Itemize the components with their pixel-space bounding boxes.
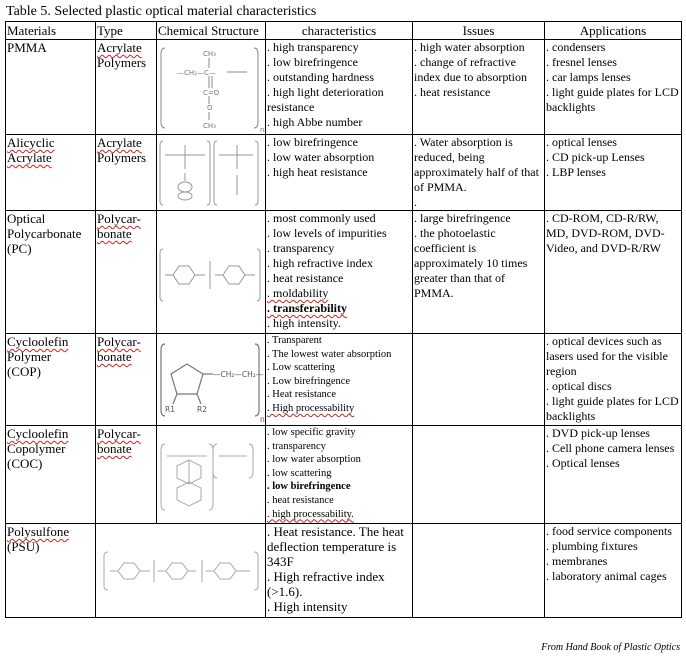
application-item: . optical devices such as lasers used for the visible region: [546, 334, 668, 378]
pmma-structure-icon: [157, 40, 266, 133]
issues-cell: [413, 426, 545, 524]
type-line: bonate: [97, 441, 132, 456]
application-item: . optical lenses: [546, 135, 617, 149]
characteristic-item: . The lowest water absorption: [267, 348, 392, 360]
issue-item: . large birefringence: [414, 211, 511, 225]
material-cell: [6, 135, 96, 211]
issues-cell: [413, 211, 545, 334]
header-characteristics: characteristics: [266, 22, 413, 40]
application-item: . CD pick-up Lenses: [546, 150, 645, 164]
characteristic-item: . high light deterioration resistance: [267, 85, 384, 114]
pmma-label: C=O: [203, 89, 220, 97]
material-name: (PSU): [7, 539, 40, 554]
psu-structure-icon: [96, 524, 266, 616]
material-name: Polymer: [7, 349, 52, 364]
characteristic-item: . Low birefringence: [267, 375, 351, 387]
type-line: bonate: [97, 349, 132, 364]
issues-cell: [413, 40, 545, 135]
material-name: Alicyclic: [7, 135, 55, 150]
material-name: (PC): [7, 241, 32, 256]
application-item: . DVD pick-up lenses: [546, 426, 650, 440]
applications-cell: [545, 211, 682, 334]
applications-cell: [545, 334, 682, 426]
type-cell: [96, 135, 157, 211]
characteristic-item: . transferability: [267, 301, 347, 315]
issue-item: . change of refractive index due to absorption: [414, 55, 527, 84]
application-item: . food service components: [546, 524, 672, 538]
structure-pmma: [157, 40, 266, 135]
characteristic-item: . low water absorption: [267, 454, 361, 466]
type-line: Polymers: [97, 55, 147, 70]
applications-cell: [545, 40, 682, 135]
issues-cell: [413, 524, 545, 618]
type-line: Acrylate: [97, 135, 142, 150]
characteristic-item: . low birefringence: [267, 481, 351, 493]
material-name: Acrylate: [7, 150, 52, 165]
cop-label: n: [260, 415, 265, 424]
material-cell: [6, 524, 96, 618]
characteristic-item: . low levels of impurities: [267, 226, 387, 240]
characteristic-item: . low birefringence: [267, 135, 358, 149]
characteristic-item: . heat resistance: [267, 271, 344, 285]
material-cell: [6, 211, 96, 334]
header-type: Type: [96, 22, 157, 40]
characteristic-item: . low birefringence: [267, 55, 358, 69]
table-row: [6, 135, 682, 211]
application-item: . Optical lenses: [546, 456, 620, 470]
material-name: Polycarbonate: [7, 226, 82, 241]
application-item: . optical discs: [546, 379, 612, 393]
structure-psu: [96, 524, 266, 618]
type-cell: [96, 40, 157, 135]
characteristic-item: . high transparency: [267, 40, 359, 54]
type-cell: [96, 334, 157, 426]
table-row: [6, 524, 682, 618]
source-note: From Hand Book of Plastic Optics: [541, 642, 680, 653]
characteristics-cell: [266, 524, 413, 618]
characteristic-item: . low scattering: [267, 467, 332, 479]
characteristic-item: . high processability.: [267, 508, 354, 520]
coc-structure-icon: [157, 426, 266, 522]
pmma-label: n: [260, 126, 265, 133]
material-name: Copolymer: [7, 441, 66, 456]
type-cell: [96, 426, 157, 524]
issue-item: . high water absorption: [414, 40, 525, 54]
table-row: [6, 40, 682, 135]
materials-table: [5, 21, 682, 618]
header-issues: Issues: [413, 22, 545, 40]
characteristic-item: . moldability: [267, 286, 329, 300]
application-item: . condensers: [546, 40, 606, 54]
characteristic-item: . low water absorption: [267, 150, 375, 164]
characteristic-item: . outstanding hardness: [267, 70, 374, 84]
cop-label: R2: [197, 405, 207, 414]
material-name: PMMA: [7, 40, 47, 55]
characteristic-item: . transparency: [267, 440, 326, 452]
application-item: . light guide plates for LCD backlights: [546, 85, 679, 114]
alicyclic-acrylate-structure-icon: [157, 135, 266, 209]
material-name: Cycloolefin: [7, 426, 69, 441]
structure-cop: [157, 334, 266, 426]
application-item: . laboratory animal cages: [546, 569, 667, 583]
type-line: Acrylate: [97, 40, 142, 55]
header-chemical-structure: Chemical Structure: [157, 22, 266, 40]
characteristic-item: . High processability: [267, 402, 355, 414]
issue-item: . heat resistance: [414, 85, 491, 99]
characteristics-cell: [266, 135, 413, 211]
material-name: (COP): [7, 364, 41, 379]
type-line: bonate: [97, 226, 132, 241]
characteristic-item: . heat resistance: [267, 494, 334, 506]
issue-item: . the photoelastic coefficient is approximately 10 times greater than that of PMMA.: [414, 226, 528, 300]
table-row: [6, 334, 682, 426]
material-name: (COC): [7, 456, 43, 471]
issues-cell: [413, 334, 545, 426]
issues-cell: [413, 135, 545, 211]
applications-cell: [545, 426, 682, 524]
characteristic-item: . high heat resistance: [267, 165, 368, 179]
characteristic-item: . low specific gravity: [267, 427, 356, 438]
table-caption: Table 5. Selected plastic optical material characteristics: [6, 4, 317, 19]
characteristics-cell: [266, 334, 413, 426]
applications-cell: [545, 524, 682, 618]
type-line: Polycar-: [97, 211, 141, 226]
application-item: . Cell phone camera lenses: [546, 441, 675, 455]
type-line: Polycar-: [97, 334, 141, 349]
characteristic-item: . Transparent: [267, 335, 322, 346]
header-materials: Materials: [6, 22, 96, 40]
characteristic-item: . high intensity.: [267, 316, 341, 330]
material-name: Cycloolefin: [7, 334, 69, 349]
application-item: . CD-ROM, CD-R/RW, MD, DVD-ROM, DVD-Video, and DVD-R/RW: [546, 211, 665, 255]
header-row: [6, 22, 682, 40]
cop-label: —CH₂—CH₂—: [213, 370, 264, 379]
characteristic-item: . high Abbe number: [267, 115, 363, 129]
pmma-label: CH₃: [203, 122, 216, 130]
material-name: Polysulfone: [7, 524, 70, 539]
application-item: . plumbing fixtures: [546, 539, 638, 553]
application-item: . fresnel lenses: [546, 55, 617, 69]
applications-cell: [545, 135, 682, 211]
material-cell: [6, 334, 96, 426]
type-line: Polymers: [97, 150, 147, 165]
application-item: . light guide plates for LCD backlights: [546, 394, 679, 423]
characteristic-item: . Low scattering: [267, 362, 335, 374]
material-cell: [6, 40, 96, 135]
issue-item: . Water absorption is reduced, being approximately half of that of PMMA.: [414, 135, 539, 194]
cop-structure-icon: [157, 334, 266, 424]
application-item: . LBP lenses: [546, 165, 606, 179]
characteristic-item: . high refractive index: [267, 256, 373, 270]
characteristic-item: . Heat resistance: [267, 389, 337, 401]
characteristic-item: . transparency: [267, 241, 335, 255]
characteristic-item: . High intensity: [267, 599, 348, 614]
structure-alicyclic-acrylate: [157, 135, 266, 211]
pmma-label: O: [207, 104, 213, 112]
pmma-label: —CH₂—C—: [177, 69, 216, 77]
characteristic-item: . Heat resistance. The heat deflection temperature is 343F: [267, 524, 404, 569]
characteristics-cell: [266, 40, 413, 135]
application-item: . membranes: [546, 554, 608, 568]
structure-polycarbonate: [157, 211, 266, 334]
characteristic-item: . High refractive index (>1.6).: [267, 569, 385, 599]
application-item: . car lamps lenses: [546, 70, 631, 84]
type-cell: [96, 211, 157, 334]
characteristic-item: . most commonly used: [267, 211, 376, 225]
characteristics-cell: [266, 426, 413, 524]
polycarbonate-structure-icon: [157, 211, 266, 332]
table-row: [6, 426, 682, 524]
characteristics-cell: [266, 211, 413, 334]
material-cell: [6, 426, 96, 524]
pmma-label: CH₃: [203, 50, 216, 58]
structure-coc: [157, 426, 266, 524]
cop-label: R1: [165, 405, 175, 414]
issue-item: .: [414, 195, 417, 209]
type-line: Polycar-: [97, 426, 141, 441]
material-name: Optical: [7, 211, 46, 226]
table-row: [6, 211, 682, 334]
header-applications: Applications: [545, 22, 682, 40]
